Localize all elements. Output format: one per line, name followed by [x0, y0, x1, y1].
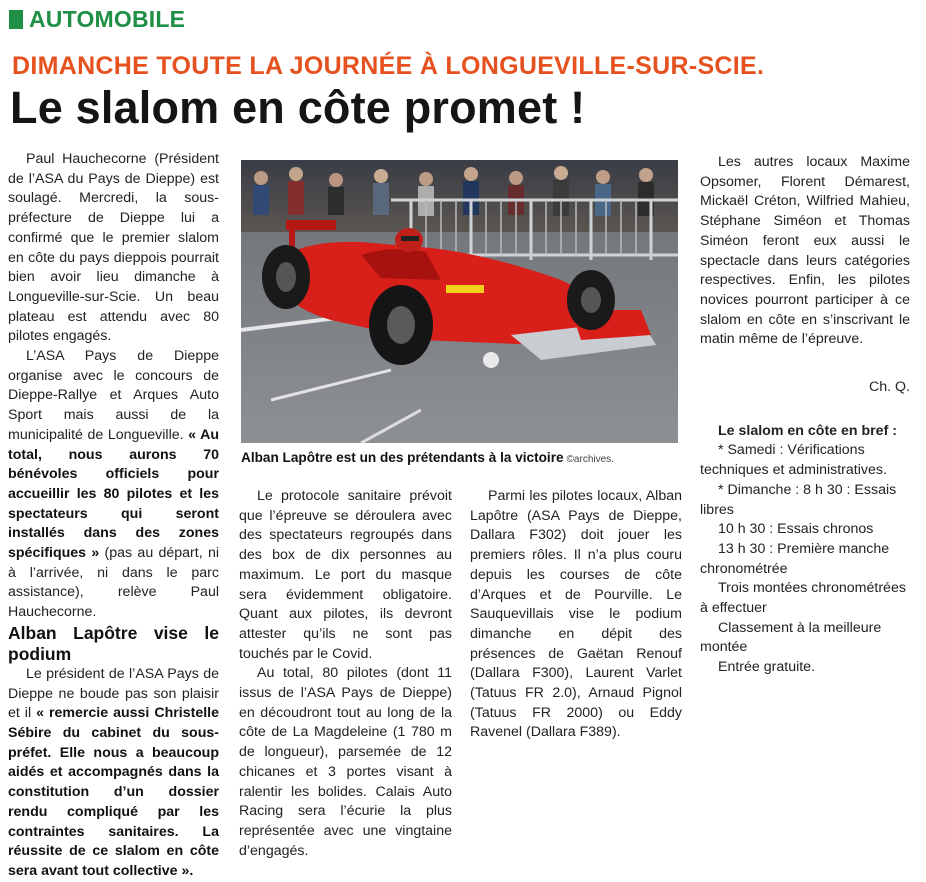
article-kicker: DIMANCHE TOUTE LA JOURNÉE À LONGUEVILLE-SUR-SCIE.: [12, 52, 765, 80]
paragraph-favoris: Parmi les pilotes locaux, Alban Lapôtre (ASA Pays de Dieppe, Dallara F302) doit jouer les premiers rôles. Il n’a plus couru depuis les courses de côte d’Arques et de Pourville. Le Sauquevillais vise le podium dimanche en dépit des présences de Gaëtan Renouf (Dallara F300), Laurent Varlet (Tatuus FR 2.0), Arnaud Pignol (Tatuus FR 2000) ou Eddy Ravenel (Dallara F389).: [470, 488, 682, 741]
caption-text: Alban Lapôtre est un des prétendants à la victoire: [241, 450, 564, 465]
brief-item: * Samedi : Vérifications techniques et administratives.: [700, 442, 887, 479]
paragraph-organisation: [8, 347, 219, 623]
brief-item: Classement à la meilleure montée: [700, 619, 882, 656]
brief-item: * Dimanche : 8 h 30 : Essais libres: [700, 481, 897, 518]
article-column-3: [470, 487, 682, 743]
brief-item: 10 h 30 : Essais chronos: [718, 521, 874, 538]
brief-box: [700, 422, 910, 678]
rubric-square-icon: [9, 10, 23, 29]
photo-caption: [241, 450, 681, 465]
paragraph-protocole: Le protocole sanitaire prévoit que l’épreuve se déroulera avec des spectateurs regroupés dans des box de dix personnes au maximum. Le port du masque sera évidemment obligatoire. Quant aux pilotes, ils devront attester qu’ils ne sont pas touchés par le Covid.: [239, 488, 452, 662]
article-column-4: [700, 153, 910, 678]
race-car-photo: [241, 160, 678, 443]
paragraph-pilotes: Au total, 80 pilotes (dont 11 issus de l’ASA Pays de Dieppe) en découdront tout au long de la côte de La Magdeleine (1 780 m de longueur), parsemée de 12 chicanes et 3 portes visant à ralentir les bolides. Calais Auto Racing sera l’écurie la plus représentée avec une vingtaine d’engagés.: [239, 665, 452, 859]
subheading: Alban Lapôtre vise le podium: [8, 622, 219, 664]
brief-item: Entrée gratuite.: [718, 659, 816, 676]
brief-item: 13 h 30 : Première manche chronométrée: [700, 540, 890, 577]
article-column-2: [239, 487, 452, 861]
article-headline: Le slalom en côte promet !: [10, 82, 586, 133]
paragraph-organisation-end: (pas au départ, ni à l’arrivée, ni dans le parc assistance), relève Paul Hauchecorne.: [8, 545, 219, 621]
brief-item: Trois montées chronométrées à effectuer: [700, 580, 906, 617]
section-rubric: [9, 6, 185, 32]
paragraph-president-text: Le président de l’ASA Pays de Dieppe ne boude pas son plaisir et il: [8, 665, 219, 722]
paragraph-locaux: Les autres locaux Maxime Opsomer, Florent Démarest, Mickaël Créton, Wilfried Mahieu, Stéphane Siméon et Thomas Siméon feront eux aussi le spectacle dans leurs catégories respectives. Enfin, les pilotes novices pourront participer à ce slalom en côte en s’inscrivant le matin même de l’épreuve.: [700, 154, 910, 348]
brief-title: Le slalom en côte en bref :: [718, 422, 897, 439]
quote-remerciements: « remercie aussi Christelle Sébire du cabinet du sous-préfet. Elle nous a beaucoup aidés et accompagnés dans la constitution d’un dossier rendu compliqué par les contraintes sanitaires. La réussite de ce slalom en côte sera avant tout collective ».: [8, 705, 219, 879]
photo-credit: ©archives.: [566, 454, 614, 465]
author-signature: Ch. Q.: [869, 379, 910, 396]
paragraph-intro: Paul Hauchecorne (Président de l’ASA du Pays de Dieppe) est soulagé. Mercredi, la sous-préfecture de Dieppe lui a confirmé que le premier slalom en côte du pays dieppois pourrait bien avoir lieu dimanche à Longueville-sur-Scie. Un beau plateau est attendu avec 80 pilotes engagés.: [8, 151, 219, 345]
rubric-label: AUTOMOBILE: [29, 5, 186, 32]
article-column-1: [8, 150, 219, 882]
race-car-illustration: [241, 160, 678, 443]
paragraph-organisation-text: L’ASA Pays de Dieppe organise avec le concours de Dieppe-Rallye et Arques Auto Sport mais aussi de la municipalité de Longueville.: [8, 348, 219, 443]
quote-benevoles: « Au total, nous aurons 70 bénévoles officiels pour accueillir les 80 pilotes et les spectateurs qui seront installés dans des zones spécifiques »: [8, 426, 219, 562]
paragraph-president: [8, 665, 219, 882]
